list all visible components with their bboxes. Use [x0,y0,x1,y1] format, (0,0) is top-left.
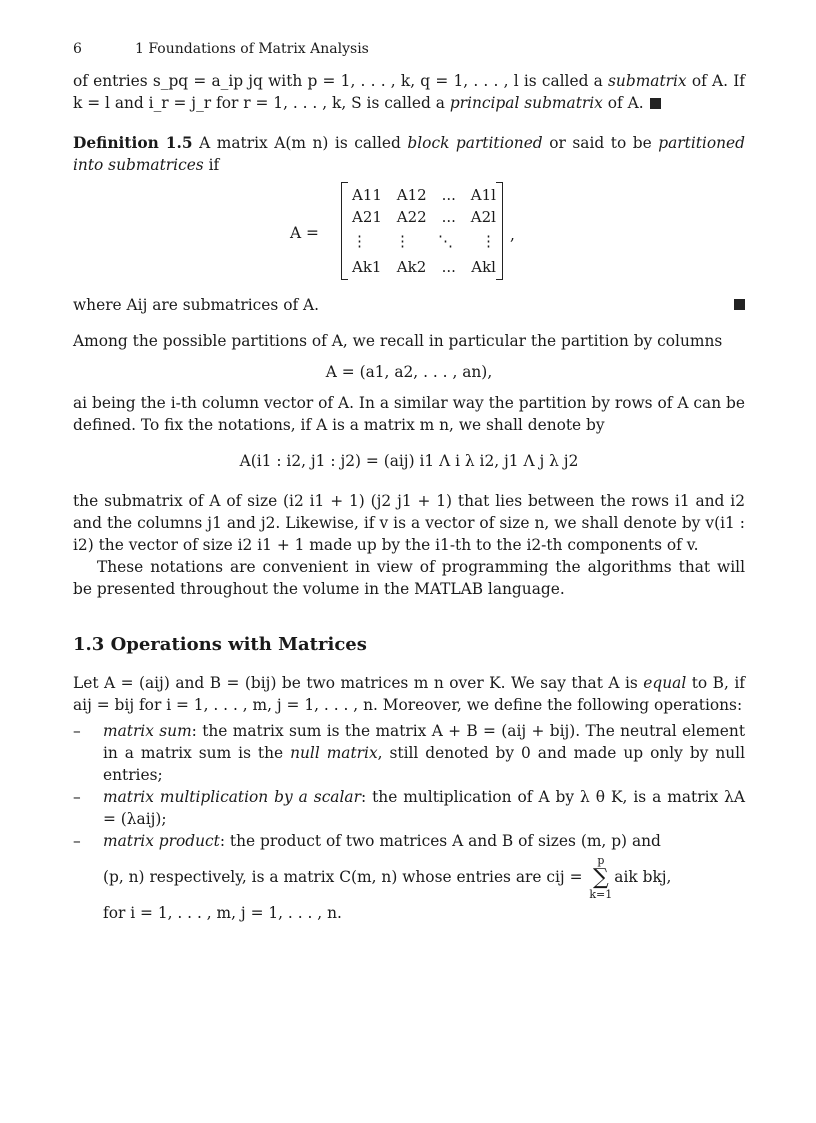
term: matrix multiplication by a scalar [103,788,361,806]
text: Let A = (aij) and B = (bij) be two matrices m n over K. We say that A is [73,674,638,692]
equation-submatrix: A(i1 : i2, j1 : j2) = (aij) i1 Λ i λ i2, j1 Λ j λ j2 [239,452,579,470]
paragraph-operations [73,672,745,716]
term-principal-submatrix: principal submatrix [449,94,603,112]
paragraph-notation: ai being the i-th column vector of A. In a similar way the partition by rows of A can be defined. To fix the notations, if A is a matrix m n, we shall denote by [73,394,745,434]
end-of-definition-icon [734,299,745,310]
matrix-brackets [341,182,503,280]
cell: A21 [352,208,382,226]
text: : the product of two matrices A and B of sizes (m, p) and [219,832,661,850]
cell: ⋮ [481,232,496,250]
cell: ⋮ [395,232,410,250]
list-item [73,720,745,786]
cell: ⋮ [352,232,367,250]
paragraph-size: the submatrix of A of size (i2 i1 + 1) (j2 j1 + 1) that lies between the rows i1 and i2 and the columns j1 and j2. Likewise, if v is a vector of size n, we shall denote by v(i1 : i2) the vector of size i2 i1 + 1 made up by the i1-th to the i2-th components of v. [73,492,745,554]
running-title: 1 Foundations of Matrix Analysis [135,41,369,57]
term: matrix sum [103,722,192,740]
text: to B, if aij = bij for i = 1, . . . , m, j = 1, . . . , n. Moreover, we define the following operations: [73,674,745,714]
text: : the matrix sum is the matrix A + B = (aij + bij). The neutral element in a matrix sum is the [103,722,745,762]
text: if [208,156,220,174]
cell: A11 [352,186,382,204]
matrix-row [352,206,496,228]
end-of-definition-icon [650,98,661,109]
text: of A. [607,94,644,112]
product-formula [73,852,745,902]
matrix-row [352,256,496,278]
definition-1-5 [73,132,745,176]
term: null matrix [290,744,378,762]
matrix-comma: , [510,226,515,244]
cell: A1l [470,186,496,204]
cell: A22 [396,208,427,226]
cell: A2l [470,208,496,226]
text: aik bkj, [614,868,672,886]
running-header [73,38,745,58]
cell: ... [441,208,456,226]
product-range: for i = 1, . . . , m, j = 1, . . . , n. [103,904,342,922]
sum-upper: p [597,854,605,867]
sum-lower: k=1 [589,888,613,901]
text: or said to be [549,134,652,152]
cell: Ak2 [396,258,427,276]
text: , still denoted by 0 and made up only by null entries; [103,744,745,784]
term-equal: equal [643,674,687,692]
cell: ... [441,186,456,204]
matrix-row [352,184,496,206]
text: of A. [691,72,728,90]
text: of entries s_pq = a_ip jq with p = 1, . . . , k, q = 1, . . . , l is called a [73,72,603,90]
text: : the multiplication of A by λ θ K, is a matrix λA = (λaij); [103,788,745,828]
cell: ... [441,258,456,276]
cell: ⋱ [438,232,453,250]
page-number: 6 [73,41,82,57]
text: where Aij are submatrices of A. [73,296,320,314]
term-submatrix: submatrix [608,72,687,90]
operations-list [73,720,745,852]
matrix-row [352,230,496,252]
cell: A12 [396,186,427,204]
sigma-icon: ∑ [592,865,609,890]
cell: Akl [471,258,496,276]
list-item [73,786,745,830]
definition-label: Definition 1.5 [73,134,193,152]
text: (p, n) respectively, is a matrix C(m, n) whose entries are cij = [103,868,583,886]
list-item [73,830,745,852]
paragraph-submatrix [73,70,745,114]
text: If k = l and i_r = j_r for r = 1, . . . , k, S is called a [73,72,745,112]
paragraph-partition: Among the possible partitions of A, we recall in particular the partition by columns [73,332,723,350]
paragraph-where [73,294,745,316]
cell: Ak1 [352,258,382,276]
term-partitioned: partitioned into submatrices [73,134,745,174]
term-block-partitioned: block partitioned [407,134,543,152]
equation-columns: A = (a1, a2, . . . , an), [325,363,493,381]
block-matrix [73,182,745,286]
paragraph-matlab: These notations are convenient in view of programming the algorithms that will be presented throughout the volume in the MATLAB language. [73,558,745,598]
matrix-label: A = [290,224,319,242]
term: matrix product [103,832,220,850]
section-title: 1.3 Operations with Matrices [73,634,367,655]
page [73,38,745,924]
text: A matrix A(m n) is called [199,134,401,152]
summation [589,855,612,901]
